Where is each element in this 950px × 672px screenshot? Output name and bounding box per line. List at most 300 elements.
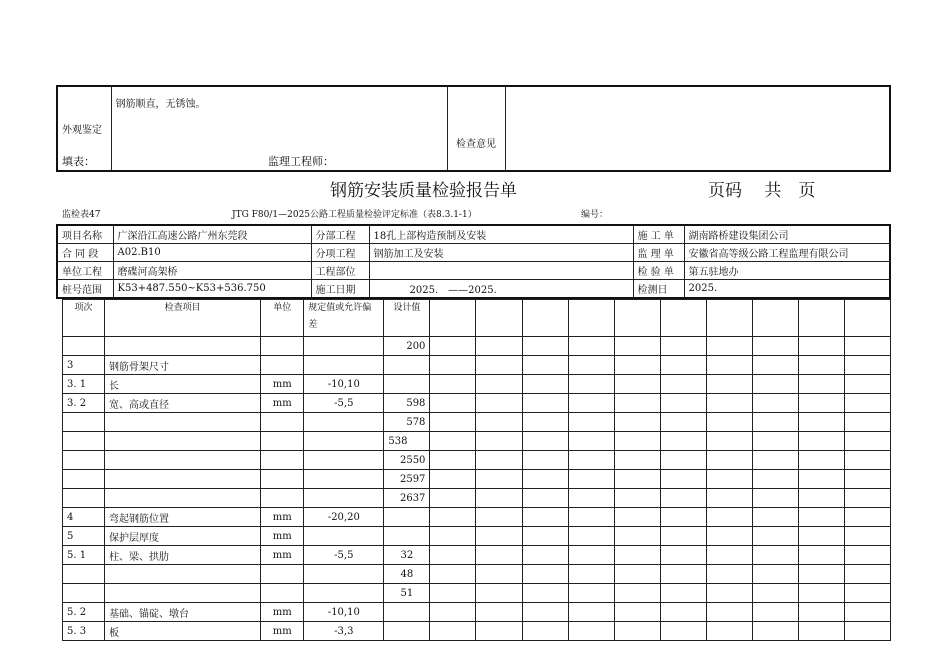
row-unit xyxy=(261,356,304,375)
table-row xyxy=(63,584,891,603)
measurement-cell[interactable] xyxy=(476,546,522,565)
measurement-cell[interactable] xyxy=(706,375,752,394)
measurement-cell[interactable] xyxy=(660,432,706,451)
measurement-cell[interactable] xyxy=(522,584,568,603)
row-no: 5 xyxy=(63,527,105,546)
info-value: 第五驻地办 xyxy=(684,262,890,280)
measurement-cell[interactable] xyxy=(844,584,890,603)
row-unit xyxy=(261,584,304,603)
measurement-cell[interactable] xyxy=(752,432,798,451)
measurement-cell[interactable] xyxy=(522,508,568,527)
serial-label: 编号： xyxy=(581,210,609,220)
row-unit xyxy=(261,451,304,470)
info-row xyxy=(57,280,890,299)
row-tolerance xyxy=(304,356,384,375)
row-tolerance: -3,3 xyxy=(304,622,384,641)
measurement-cell[interactable] xyxy=(660,546,706,565)
measurement-cell[interactable] xyxy=(522,489,568,508)
inspection-table xyxy=(62,299,891,641)
measurement-cell[interactable] xyxy=(522,622,568,641)
measurement-cell[interactable] xyxy=(798,394,844,413)
info-value: 安徽省高等级公路工程监理有限公司 xyxy=(684,244,890,262)
info-row xyxy=(57,225,890,244)
measurement-cell[interactable] xyxy=(798,470,844,489)
measurement-cell[interactable] xyxy=(430,527,476,546)
row-no xyxy=(63,584,105,603)
info-value: 2025. xyxy=(684,280,890,299)
header-measurement-cell xyxy=(798,300,844,337)
measurement-cell[interactable] xyxy=(798,527,844,546)
measurement-cell[interactable] xyxy=(752,375,798,394)
project-info-table xyxy=(56,224,891,299)
header-no: 项次 xyxy=(63,300,105,337)
measurement-cell[interactable] xyxy=(798,565,844,584)
measurement-cell[interactable] xyxy=(430,622,476,641)
supervisor-label: 监理工程师： xyxy=(268,155,334,168)
row-unit: mm xyxy=(261,508,304,527)
info-value xyxy=(369,262,633,280)
row-item: 弯起钢筋位置 xyxy=(105,508,261,527)
header-measurement-cell xyxy=(430,300,476,337)
measurement-cell[interactable] xyxy=(798,489,844,508)
row-item xyxy=(105,489,261,508)
measurement-cell[interactable] xyxy=(706,622,752,641)
row-tolerance: -10,10 xyxy=(304,375,384,394)
measurement-cell[interactable] xyxy=(660,451,706,470)
header-item: 检查项目 xyxy=(105,300,261,337)
row-unit xyxy=(261,470,304,489)
measurement-cell[interactable] xyxy=(476,451,522,470)
row-tolerance xyxy=(304,337,384,356)
measurement-cell[interactable] xyxy=(752,622,798,641)
header-measurement-cell xyxy=(476,300,522,337)
table-row xyxy=(63,432,891,451)
report-title: 钢筋安装质量检验报告单 xyxy=(330,181,517,201)
measurement-cell[interactable] xyxy=(430,603,476,622)
row-unit: mm xyxy=(261,527,304,546)
info-value: K53+487.550~K53+536.750 xyxy=(113,280,311,299)
measurement-cell[interactable] xyxy=(614,470,660,489)
row-item: 长 xyxy=(105,375,261,394)
measurement-cell[interactable] xyxy=(752,356,798,375)
row-unit: mm xyxy=(261,375,304,394)
header-measurement-cell xyxy=(752,300,798,337)
measurement-cell[interactable] xyxy=(430,546,476,565)
row-tolerance xyxy=(304,565,384,584)
row-design: 32 xyxy=(384,546,430,565)
row-unit xyxy=(261,413,304,432)
row-no: 5. 2 xyxy=(63,603,105,622)
table-row xyxy=(63,394,891,413)
measurement-cell[interactable] xyxy=(844,451,890,470)
row-no xyxy=(63,413,105,432)
header-unit: 单位 xyxy=(261,300,304,337)
measurement-cell[interactable] xyxy=(476,337,522,356)
measurement-cell[interactable] xyxy=(798,337,844,356)
row-unit: mm xyxy=(261,622,304,641)
row-unit xyxy=(261,565,304,584)
row-item: 保护层厚度 xyxy=(105,527,261,546)
row-design: 2597 xyxy=(384,470,430,489)
measurement-cell[interactable] xyxy=(706,413,752,432)
measurement-cell[interactable] xyxy=(706,337,752,356)
header-measurement-cell xyxy=(568,300,614,337)
header-measurement-cell xyxy=(660,300,706,337)
measurement-cell[interactable] xyxy=(476,356,522,375)
row-item xyxy=(105,565,261,584)
measurement-cell[interactable] xyxy=(614,603,660,622)
measurement-cell[interactable] xyxy=(798,508,844,527)
measurement-cell[interactable] xyxy=(706,451,752,470)
measurement-cell[interactable] xyxy=(568,603,614,622)
row-design: 2550 xyxy=(384,451,430,470)
measurement-cell[interactable] xyxy=(798,622,844,641)
measurement-cell[interactable] xyxy=(706,394,752,413)
info-value: 广深沿江高速公路广州东莞段 xyxy=(113,225,311,244)
measurement-cell[interactable] xyxy=(798,603,844,622)
row-no: 3. 2 xyxy=(63,394,105,413)
measurement-cell[interactable] xyxy=(430,375,476,394)
table-row xyxy=(63,413,891,432)
measurement-cell[interactable] xyxy=(568,527,614,546)
header-measurement-cell xyxy=(706,300,752,337)
measurement-cell[interactable] xyxy=(614,546,660,565)
measurement-cell[interactable] xyxy=(844,622,890,641)
measurement-cell[interactable] xyxy=(568,337,614,356)
measurement-cell[interactable] xyxy=(568,584,614,603)
table-row xyxy=(63,489,891,508)
row-design xyxy=(384,622,430,641)
measurement-cell[interactable] xyxy=(660,413,706,432)
measurement-cell[interactable] xyxy=(706,356,752,375)
measurement-cell[interactable] xyxy=(844,432,890,451)
measurement-cell[interactable] xyxy=(844,565,890,584)
measurement-cell[interactable] xyxy=(614,356,660,375)
measurement-cell[interactable] xyxy=(706,527,752,546)
measurement-cell[interactable] xyxy=(568,489,614,508)
measurement-cell[interactable] xyxy=(844,546,890,565)
measurement-cell[interactable] xyxy=(476,413,522,432)
measurement-cell[interactable] xyxy=(844,508,890,527)
measurement-cell[interactable] xyxy=(614,565,660,584)
row-no: 3. 1 xyxy=(63,375,105,394)
measurement-cell[interactable] xyxy=(522,394,568,413)
standard-reference: JTG F80/1—2025公路工程质量检验评定标准（表8.3.1-1） xyxy=(232,210,477,220)
row-no xyxy=(63,565,105,584)
table-row xyxy=(63,470,891,489)
measurement-cell[interactable] xyxy=(798,413,844,432)
measurement-cell[interactable] xyxy=(798,546,844,565)
table-row xyxy=(63,356,891,375)
measurement-cell[interactable] xyxy=(476,584,522,603)
measurement-cell[interactable] xyxy=(752,603,798,622)
measurement-cell[interactable] xyxy=(752,489,798,508)
info-label: 合 同 段 xyxy=(57,244,113,262)
header-tolerance: 规定值或允许偏差 xyxy=(304,300,384,337)
inspection-header-row xyxy=(63,300,891,337)
measurement-cell[interactable] xyxy=(522,451,568,470)
appearance-table xyxy=(56,85,891,172)
row-unit: mm xyxy=(261,603,304,622)
measurement-cell[interactable] xyxy=(706,565,752,584)
measurement-cell[interactable] xyxy=(430,584,476,603)
row-tolerance xyxy=(304,527,384,546)
row-design xyxy=(384,527,430,546)
measurement-cell[interactable] xyxy=(614,489,660,508)
measurement-cell[interactable] xyxy=(430,451,476,470)
measurement-cell[interactable] xyxy=(476,470,522,489)
measurement-cell[interactable] xyxy=(476,622,522,641)
table-row xyxy=(63,546,891,565)
measurement-cell[interactable] xyxy=(568,451,614,470)
info-value: 2025. ——2025. xyxy=(369,280,633,299)
info-label: 项目名称 xyxy=(57,225,113,244)
measurement-cell[interactable] xyxy=(752,508,798,527)
measurement-cell[interactable] xyxy=(752,337,798,356)
measurement-cell[interactable] xyxy=(752,394,798,413)
row-design xyxy=(384,508,430,527)
row-no xyxy=(63,432,105,451)
measurement-cell[interactable] xyxy=(660,394,706,413)
measurement-cell[interactable] xyxy=(476,603,522,622)
info-label: 施工日期 xyxy=(311,280,369,299)
row-unit: mm xyxy=(261,394,304,413)
measurement-cell[interactable] xyxy=(706,489,752,508)
measurement-cell[interactable] xyxy=(476,508,522,527)
measurement-cell[interactable] xyxy=(752,470,798,489)
row-design: 578 xyxy=(384,413,430,432)
measurement-cell[interactable] xyxy=(568,356,614,375)
measurement-cell[interactable] xyxy=(614,622,660,641)
page-label: 页码 共 页 xyxy=(708,181,816,201)
measurement-cell[interactable] xyxy=(476,489,522,508)
measurement-cell[interactable] xyxy=(568,622,614,641)
measurement-cell[interactable] xyxy=(798,432,844,451)
table-row xyxy=(63,337,891,356)
measurement-cell[interactable] xyxy=(660,470,706,489)
measurement-cell[interactable] xyxy=(430,413,476,432)
row-item xyxy=(105,470,261,489)
measurement-cell[interactable] xyxy=(844,470,890,489)
measurement-cell[interactable] xyxy=(522,546,568,565)
measurement-cell[interactable] xyxy=(522,527,568,546)
measurement-cell[interactable] xyxy=(568,375,614,394)
row-tolerance: -5,5 xyxy=(304,394,384,413)
row-no: 3 xyxy=(63,356,105,375)
row-item: 宽、高或直径 xyxy=(105,394,261,413)
measurement-cell[interactable] xyxy=(430,565,476,584)
measurement-cell[interactable] xyxy=(660,584,706,603)
row-no xyxy=(63,470,105,489)
measurement-cell[interactable] xyxy=(844,603,890,622)
row-no xyxy=(63,489,105,508)
measurement-cell[interactable] xyxy=(430,337,476,356)
measurement-cell[interactable] xyxy=(568,394,614,413)
info-label: 检 验 单 xyxy=(633,262,684,280)
measurement-cell[interactable] xyxy=(430,489,476,508)
measurement-cell[interactable] xyxy=(522,375,568,394)
header-measurement-cell xyxy=(844,300,890,337)
info-value: 磨碟河高架桥 xyxy=(113,262,311,280)
table-row xyxy=(63,565,891,584)
measurement-cell[interactable] xyxy=(706,432,752,451)
measurement-cell[interactable] xyxy=(568,546,614,565)
row-unit xyxy=(261,432,304,451)
measurement-cell[interactable] xyxy=(752,565,798,584)
measurement-cell[interactable] xyxy=(430,508,476,527)
measurement-cell[interactable] xyxy=(430,394,476,413)
measurement-cell[interactable] xyxy=(660,337,706,356)
row-tolerance: -10,10 xyxy=(304,603,384,622)
table-row xyxy=(63,508,891,527)
measurement-cell[interactable] xyxy=(660,489,706,508)
measurement-cell[interactable] xyxy=(476,432,522,451)
measurement-cell[interactable] xyxy=(476,565,522,584)
measurement-cell[interactable] xyxy=(798,451,844,470)
row-tolerance xyxy=(304,451,384,470)
measurement-cell[interactable] xyxy=(522,337,568,356)
measurement-cell[interactable] xyxy=(476,375,522,394)
inspection-opinion-value[interactable] xyxy=(505,86,890,171)
measurement-cell[interactable] xyxy=(752,413,798,432)
measurement-cell[interactable] xyxy=(752,527,798,546)
row-no xyxy=(63,337,105,356)
info-label: 分项工程 xyxy=(311,244,369,262)
row-tolerance xyxy=(304,432,384,451)
info-label: 工程部位 xyxy=(311,262,369,280)
measurement-cell[interactable] xyxy=(844,375,890,394)
measurement-cell[interactable] xyxy=(522,432,568,451)
measurement-cell[interactable] xyxy=(660,356,706,375)
info-row xyxy=(57,244,890,262)
measurement-cell[interactable] xyxy=(706,603,752,622)
row-item xyxy=(105,584,261,603)
info-label: 单位工程 xyxy=(57,262,113,280)
measurement-cell[interactable] xyxy=(844,356,890,375)
measurement-cell[interactable] xyxy=(430,432,476,451)
measurement-cell[interactable] xyxy=(568,432,614,451)
info-value: 钢筋加工及安装 xyxy=(369,244,633,262)
info-value: A02.B10 xyxy=(113,244,311,262)
form-number: 监检表47 xyxy=(62,210,101,220)
measurement-cell[interactable] xyxy=(844,394,890,413)
measurement-cell[interactable] xyxy=(476,394,522,413)
measurement-cell[interactable] xyxy=(614,584,660,603)
row-unit xyxy=(261,337,304,356)
measurement-cell[interactable] xyxy=(614,413,660,432)
table-row xyxy=(63,451,891,470)
measurement-cell[interactable] xyxy=(752,584,798,603)
measurement-cell[interactable] xyxy=(568,508,614,527)
measurement-cell[interactable] xyxy=(706,584,752,603)
measurement-cell[interactable] xyxy=(798,356,844,375)
table-row xyxy=(63,375,891,394)
measurement-cell[interactable] xyxy=(752,451,798,470)
info-row xyxy=(57,262,890,280)
filler-label: 填表： xyxy=(62,155,95,168)
row-tolerance xyxy=(304,489,384,508)
appearance-label: 外观鉴定 xyxy=(57,86,111,171)
measurement-cell[interactable] xyxy=(660,508,706,527)
measurement-cell[interactable] xyxy=(706,470,752,489)
info-label: 分部工程 xyxy=(311,225,369,244)
row-tolerance xyxy=(304,470,384,489)
measurement-cell[interactable] xyxy=(614,527,660,546)
header-design: 设计值 xyxy=(384,300,430,337)
info-value: 湖南路桥建设集团公司 xyxy=(684,225,890,244)
measurement-cell[interactable] xyxy=(568,565,614,584)
measurement-cell[interactable] xyxy=(568,413,614,432)
measurement-cell[interactable] xyxy=(706,546,752,565)
measurement-cell[interactable] xyxy=(660,375,706,394)
row-design: 48 xyxy=(384,565,430,584)
row-design xyxy=(384,603,430,622)
measurement-cell[interactable] xyxy=(844,489,890,508)
row-item: 板 xyxy=(105,622,261,641)
measurement-cell[interactable] xyxy=(614,394,660,413)
measurement-cell[interactable] xyxy=(522,356,568,375)
info-label: 桩号范围 xyxy=(57,280,113,299)
measurement-cell[interactable] xyxy=(706,508,752,527)
row-no xyxy=(63,451,105,470)
measurement-cell[interactable] xyxy=(568,470,614,489)
appearance-text-value: 钢筋顺直，无锈蚀。 xyxy=(115,99,206,110)
measurement-cell[interactable] xyxy=(660,565,706,584)
measurement-cell[interactable] xyxy=(614,375,660,394)
table-row xyxy=(63,603,891,622)
row-tolerance xyxy=(304,584,384,603)
measurement-cell[interactable] xyxy=(660,622,706,641)
row-item: 柱、梁、拱肋 xyxy=(105,546,261,565)
measurement-cell[interactable] xyxy=(522,470,568,489)
table-row xyxy=(63,622,891,641)
measurement-cell[interactable] xyxy=(430,356,476,375)
row-design: 2637 xyxy=(384,489,430,508)
info-label: 检测日 xyxy=(633,280,684,299)
measurement-cell[interactable] xyxy=(614,451,660,470)
row-no: 5. 3 xyxy=(63,622,105,641)
row-unit: mm xyxy=(261,546,304,565)
measurement-cell[interactable] xyxy=(752,546,798,565)
measurement-cell[interactable] xyxy=(844,413,890,432)
measurement-cell[interactable] xyxy=(522,603,568,622)
row-no: 4 xyxy=(63,508,105,527)
measurement-cell[interactable] xyxy=(614,337,660,356)
measurement-cell[interactable] xyxy=(660,527,706,546)
row-item: 基础、锚碇、墩台 xyxy=(105,603,261,622)
inspection-opinion-label-text: 检查意见 xyxy=(456,139,496,150)
measurement-cell[interactable] xyxy=(522,565,568,584)
inspection-opinion-label xyxy=(447,86,505,171)
measurement-cell[interactable] xyxy=(844,337,890,356)
measurement-cell[interactable] xyxy=(660,603,706,622)
measurement-cell[interactable] xyxy=(798,375,844,394)
row-item xyxy=(105,432,261,451)
row-design xyxy=(384,375,430,394)
measurement-cell[interactable] xyxy=(430,470,476,489)
info-label: 监 理 单 xyxy=(633,244,684,262)
row-tolerance: -5,5 xyxy=(304,546,384,565)
measurement-cell[interactable] xyxy=(844,527,890,546)
row-no: 5. 1 xyxy=(63,546,105,565)
row-design: 538 xyxy=(384,432,430,451)
measurement-cell[interactable] xyxy=(614,432,660,451)
measurement-cell[interactable] xyxy=(476,527,522,546)
measurement-cell[interactable] xyxy=(798,584,844,603)
measurement-cell[interactable] xyxy=(522,413,568,432)
measurement-cell[interactable] xyxy=(614,508,660,527)
row-item xyxy=(105,413,261,432)
